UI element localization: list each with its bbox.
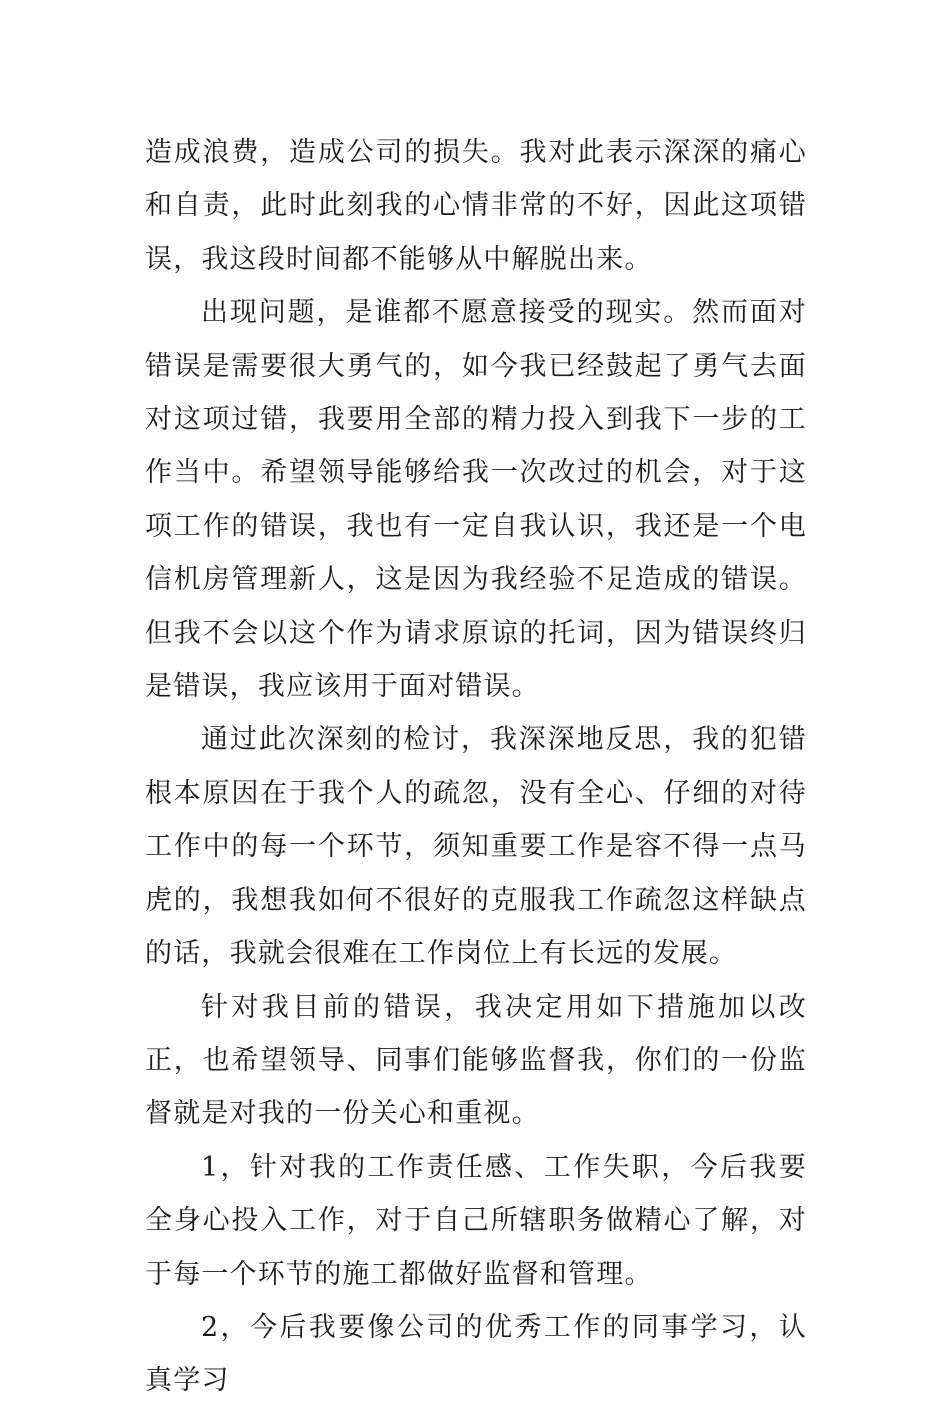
document-body [145,126,807,1408]
paragraph-1: 造成浪费，造成公司的损失。我对此表示深深的痛心和自责，此时此刻我的心情非常的不好，因此这项错误，我这段时间都不能够从中解脱出来。 [145,137,807,275]
paragraph-3: 通过此次深刻的检讨，我深深地反思，我的犯错根本原因在于我个人的疏忽，没有全心、仔细的对待工作中的每一个环节，须知重要工作是容不得一点马虎的，我想我如何不很好的克服我工作疏忽这样缺点的话，我就会很难在工作岗位上有长远的发展。 [145,724,807,970]
paragraph-5-list-item-1: 1，针对我的工作责任感、工作失职，今后我要全身心投入工作，对于自己所辖职务做精心了解，对于每一个环节的施工都做好监督和管理。 [145,1151,807,1290]
paragraph-2: 出现问题，是谁都不愿意接受的现实。然而面对错误是需要很大勇气的，如今我已经鼓起了勇气去面对这项过错，我要用全部的精力投入到我下一步的工作当中。希望领导能够给我一次改过的机会，对于这项工作的错误，我也有一定自我认识，我还是一个电信机房管理新人，这是因为我经验不足造成的错误。但我不会以这个作为请求原谅的托词，因为错误终归是错误，我应该用于面对错误。 [145,297,807,703]
paragraph-4: 针对我目前的错误，我决定用如下措施加以改正，也希望领导、同事们能够监督我，你们的一份监督就是对我的一份关心和重视。 [145,991,807,1130]
paragraph-6-list-item-2: 2，今后我要像公司的优秀工作的同事学习，认真学习 [145,1311,807,1397]
